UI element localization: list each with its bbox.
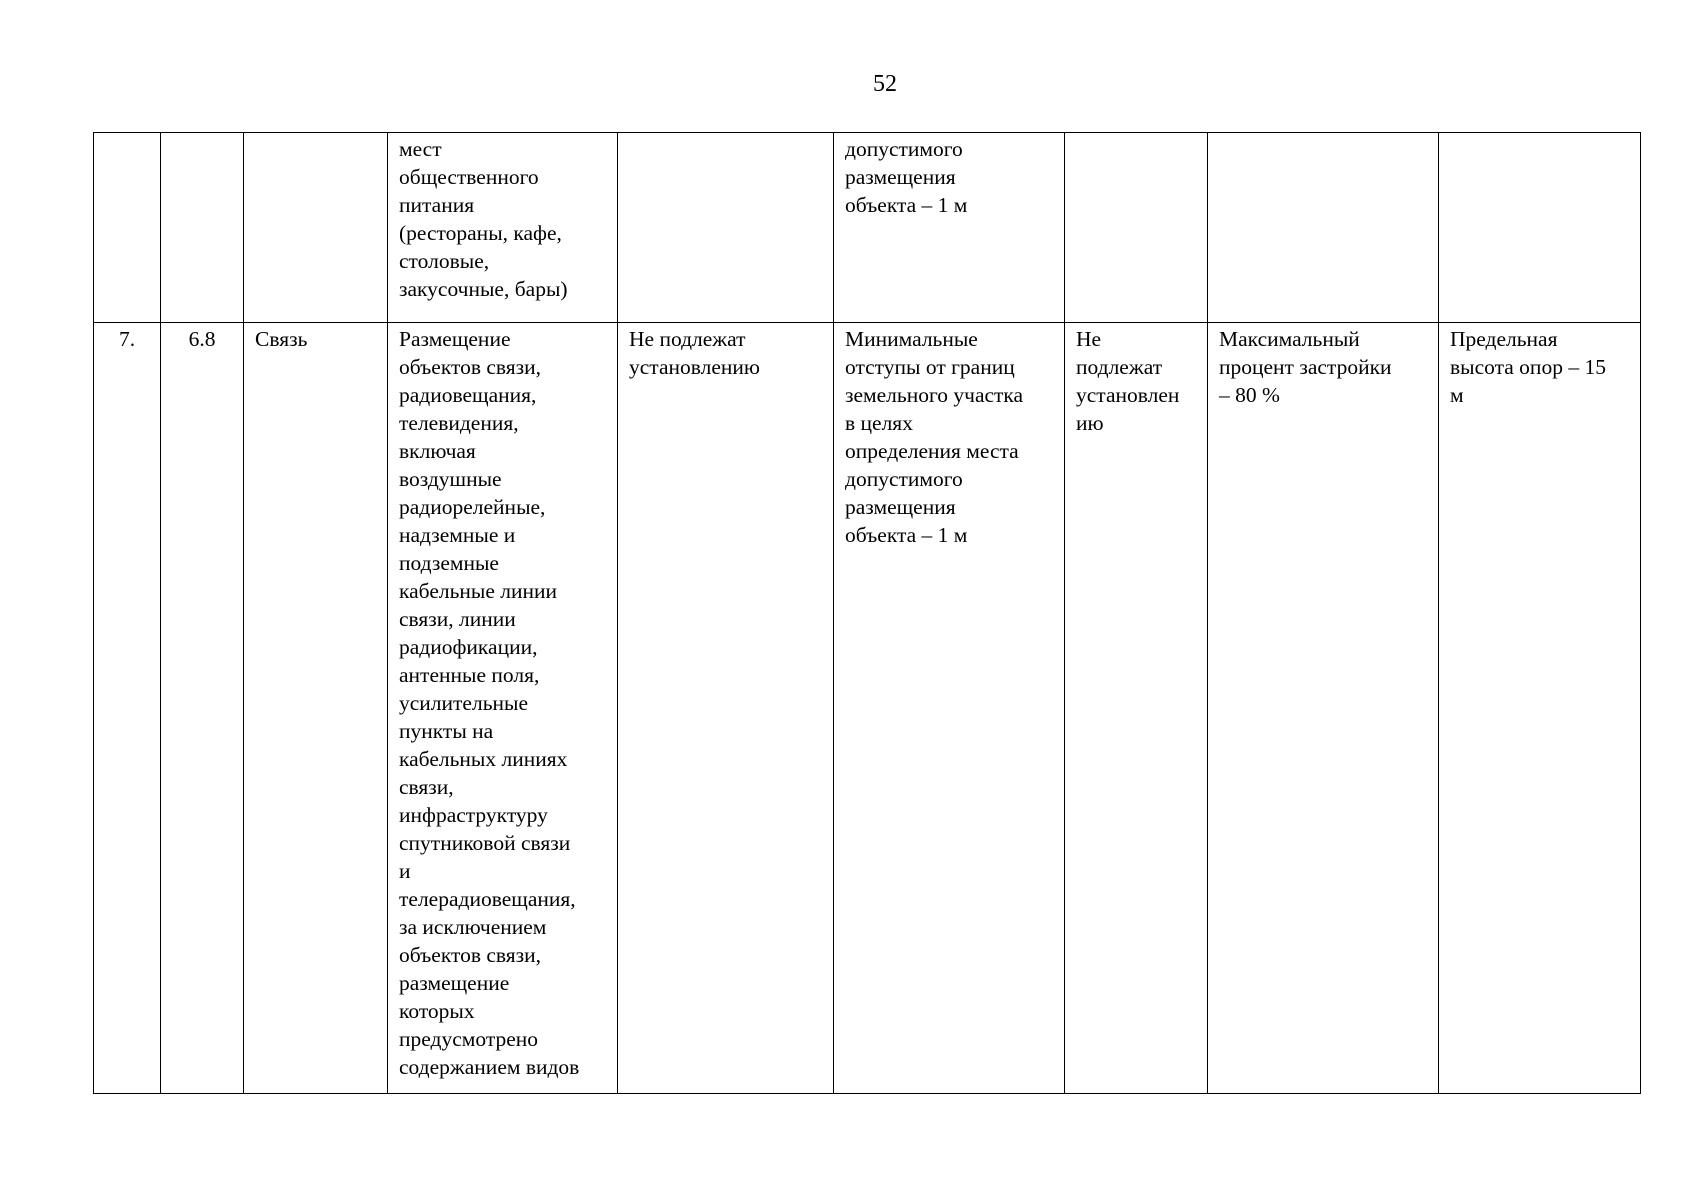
cell-height-limit: Предельная высота опор – 15 м bbox=[1439, 323, 1641, 1094]
cell-use-code: 6.8 bbox=[161, 323, 244, 1094]
cell-row-number bbox=[94, 133, 161, 323]
cell-use-description: мест общественного питания (рестораны, кафе, столовые, закусочные, бары) bbox=[388, 133, 618, 323]
cell-floors: Не подлежат установлен ию bbox=[1065, 323, 1208, 1094]
regulations-table bbox=[93, 132, 1641, 1094]
cell-coverage: Максимальный процент застройки – 80 % bbox=[1208, 323, 1439, 1094]
cell-height-limit bbox=[1439, 133, 1641, 323]
cell-setbacks: допустимого размещения объекта – 1 м bbox=[834, 133, 1065, 323]
table-row-continuation bbox=[94, 133, 1641, 323]
cell-plot-size: Не подлежат установлению bbox=[618, 323, 834, 1094]
cell-setbacks: Минимальные отступы от границ земельного участка в целях определения места допустимого размещения объекта – 1 м bbox=[834, 323, 1065, 1094]
cell-plot-size bbox=[618, 133, 834, 323]
cell-coverage bbox=[1208, 133, 1439, 323]
table-row-communications bbox=[94, 323, 1641, 1094]
cell-use-code bbox=[161, 133, 244, 323]
cell-floors bbox=[1065, 133, 1208, 323]
cell-use-name bbox=[244, 133, 388, 323]
cell-use-description: Размещение объектов связи, радиовещания, телевидения, включая воздушные радиорелейные, надземные и подземные кабельные линии связи, линии радиофикации, антенные поля, усилительные пункты на кабельных линиях связи, инфраструктуру спутниковой связи и телерадиовещания, за исключением объектов связи, размещение которых предусмотрено содержанием видов bbox=[388, 323, 618, 1094]
cell-use-name: Связь bbox=[244, 323, 388, 1094]
page-number: 52 bbox=[873, 71, 897, 97]
cell-row-number: 7. bbox=[94, 323, 161, 1094]
